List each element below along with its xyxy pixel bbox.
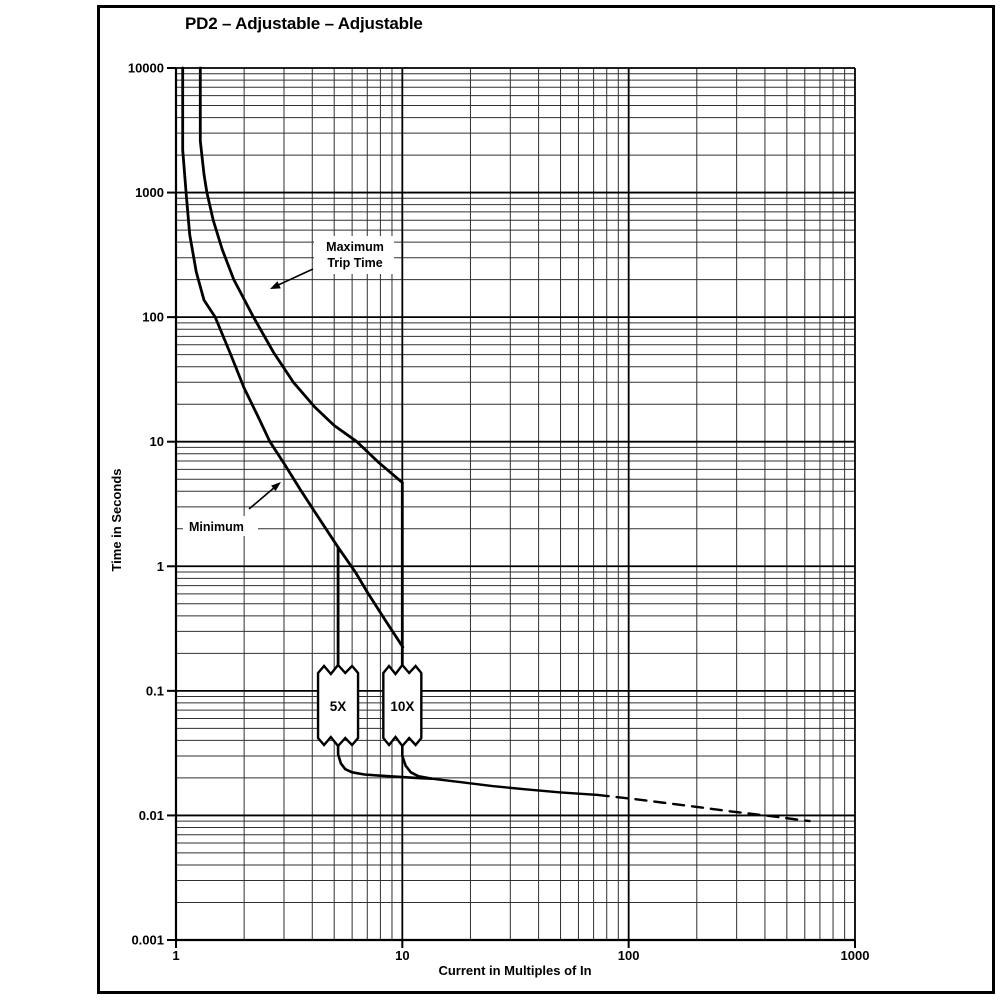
y-tick-label: 100 — [142, 309, 164, 325]
maximum-label-arrow — [276, 269, 313, 286]
y-tick-label: 0.001 — [131, 932, 164, 948]
x-tick-label: 1 — [172, 948, 180, 963]
minimum-label-arrow — [249, 487, 275, 509]
maximum-label-line1: Maximum — [326, 240, 384, 254]
series-maximum-trip-time — [200, 68, 402, 483]
pickup-box-label: 10X — [390, 699, 415, 714]
x-tick-label: 100 — [617, 948, 640, 963]
series-override-region-solid — [432, 779, 598, 795]
y-tick-label: 10 — [149, 434, 164, 450]
y-tick-label: 1000 — [135, 185, 164, 201]
chart-title: PD2 – Adjustable – Adjustable — [185, 14, 423, 33]
x-tick-label: 10 — [395, 948, 410, 963]
y-tick-label: 0.01 — [138, 807, 164, 823]
maximum-label-line2: Trip Time — [327, 256, 383, 270]
y-tick-label: 1 — [156, 558, 164, 574]
pickup-box-label: 5X — [329, 699, 347, 714]
y-tick-label: 10000 — [127, 60, 164, 76]
maximum-arrowhead-icon — [270, 281, 281, 289]
x-axis-title: Current in Multiples of In — [438, 963, 592, 978]
y-axis-title: Time in Seconds — [109, 468, 124, 572]
y-tick-label: 0.1 — [145, 683, 164, 699]
series-instantaneous-10x-lower — [402, 743, 432, 779]
minimum-label: Minimum — [189, 520, 244, 534]
x-tick-label: 1000 — [840, 948, 870, 963]
